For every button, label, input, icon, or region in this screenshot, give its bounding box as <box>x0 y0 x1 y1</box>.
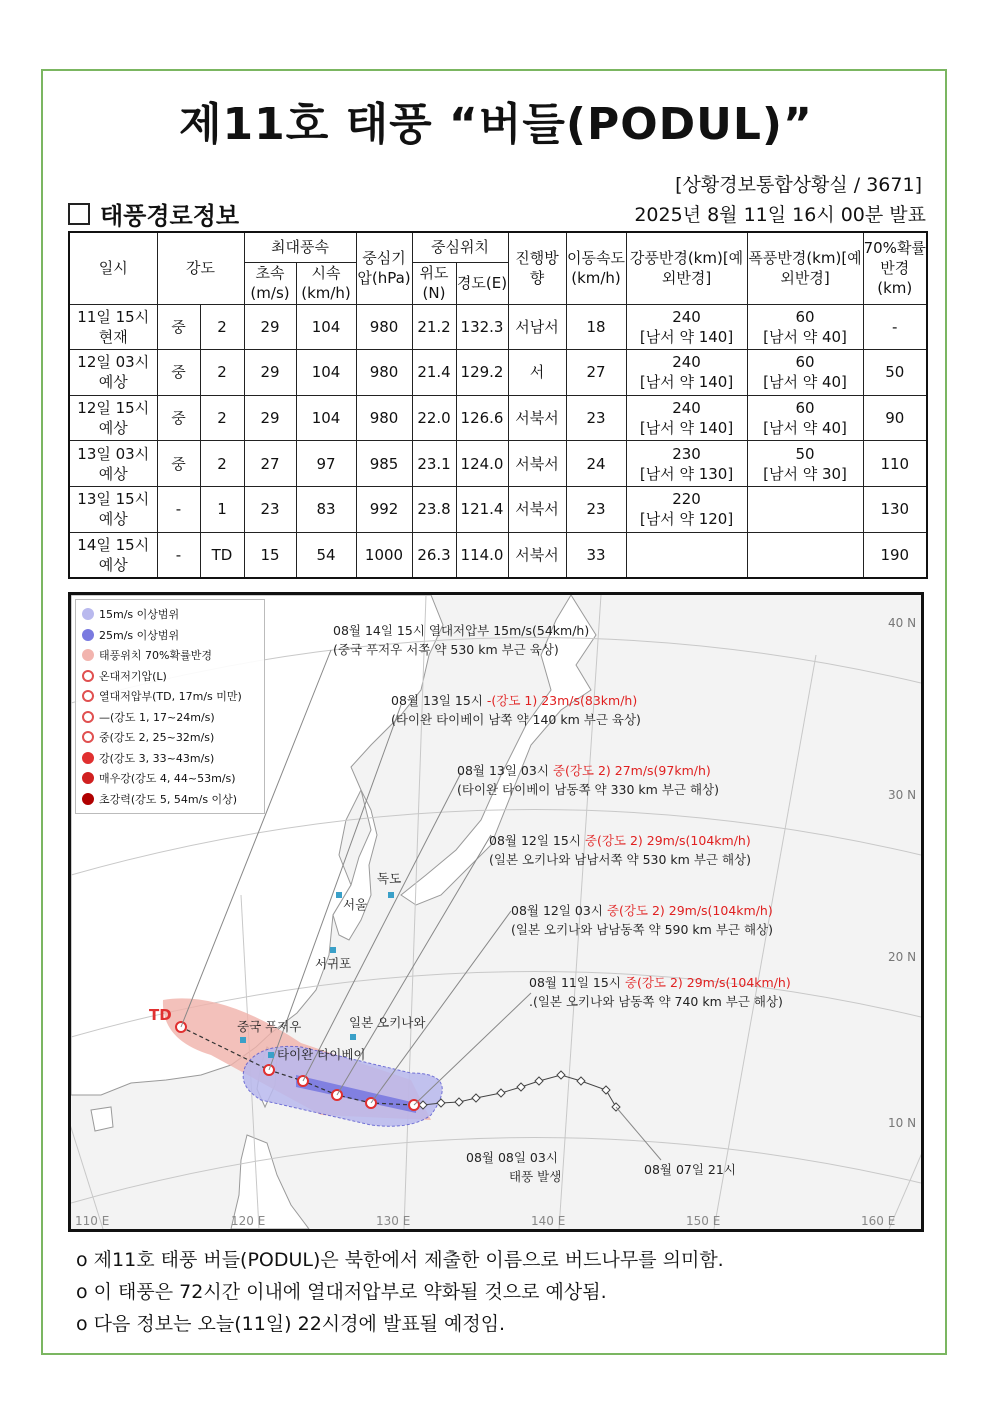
longitude-label: 140 E <box>531 1214 566 1228</box>
cell-dir: 서북서 <box>508 532 566 578</box>
cell-lat: 23.8 <box>412 487 456 533</box>
cell-ms: 15 <box>244 532 296 578</box>
table-row <box>69 441 927 487</box>
legend-item <box>82 625 258 646</box>
cell-gale-radius <box>626 532 747 578</box>
annotation-time: 08월 13일 15시 <box>391 693 487 708</box>
latitude-label: 10 N <box>888 1116 917 1130</box>
cell-grade: 중 <box>157 304 200 350</box>
annotation-location: (일본 오키나와 남남동쪽 약 590 km 부근 해상) <box>511 922 773 937</box>
table-row <box>69 304 927 350</box>
circle-15ms-icon <box>82 608 94 620</box>
cell-hpa: 980 <box>356 395 412 441</box>
cell-level: 2 <box>200 395 244 441</box>
cell-lon: 121.4 <box>456 487 508 533</box>
typhoon-grade4-icon <box>82 772 94 784</box>
cell-grade: 중 <box>157 350 200 396</box>
cell-storm-radius: 50 [남서 약 30] <box>747 441 863 487</box>
latitude-label: 20 N <box>888 950 917 964</box>
cell-speed: 33 <box>566 532 626 578</box>
annotation-time: 08월 11일 15시 <box>529 975 625 990</box>
place-label: 서울 <box>343 897 368 912</box>
header-storm-radius: 폭풍반경(km)[예외반경] <box>747 232 863 304</box>
legend-label: 강(강도 3, 33~43m/s) <box>99 751 215 765</box>
map-legend <box>75 599 265 814</box>
header-lat: 위도(N) <box>412 262 456 304</box>
legend-item <box>82 768 258 789</box>
cell-dir: 서북서 <box>508 487 566 533</box>
legend-item <box>82 645 258 666</box>
cell-kmh: 104 <box>296 350 356 396</box>
cell-lat: 21.4 <box>412 350 456 396</box>
cell-kmh: 104 <box>296 395 356 441</box>
cell-time: 12일 15시 예상 <box>69 395 157 441</box>
land-hainan <box>91 1107 113 1131</box>
place-label: 독도 <box>377 871 402 886</box>
table-row <box>69 395 927 441</box>
annotation-intensity: 중(강도 2) 27m/s(97km/h) <box>552 763 711 778</box>
cell-ms: 29 <box>244 304 296 350</box>
cell-grade: 중 <box>157 441 200 487</box>
section-header <box>68 196 239 231</box>
dokdo-marker <box>388 892 394 898</box>
legend-label: 25m/s 이상범위 <box>99 628 180 642</box>
header-pressure: 중심기압(hPa) <box>356 232 412 304</box>
genesis-label: 태풍 발생 <box>509 1169 562 1184</box>
table-row <box>69 350 927 396</box>
taipei-marker <box>268 1052 274 1058</box>
cell-lat: 21.2 <box>412 304 456 350</box>
cell-level: 2 <box>200 304 244 350</box>
annotation-time: 08월 12일 15시 <box>489 833 585 848</box>
cell-prob: 110 <box>863 441 927 487</box>
table-row <box>69 487 927 533</box>
legend-label: 초강력(강도 5, 54m/s 이상) <box>99 792 238 806</box>
annotation-heading <box>457 763 711 778</box>
cell-speed: 24 <box>566 441 626 487</box>
longitude-label: 160 E <box>861 1214 896 1228</box>
legend-label: 태풍위치 70%확률반경 <box>99 649 212 663</box>
cell-lon: 114.0 <box>456 532 508 578</box>
cell-grade: - <box>157 487 200 533</box>
cell-storm-radius: 60 [남서 약 40] <box>747 350 863 396</box>
cell-hpa: 980 <box>356 350 412 396</box>
legend-label: 중(강도 2, 25~32m/s) <box>99 731 215 745</box>
annotation-heading <box>391 693 637 708</box>
annotation-location: (중국 푸저우 서쪽 약 530 km 부근 육상) <box>333 642 559 657</box>
cell-level: 1 <box>200 487 244 533</box>
annotation-location: (일본 오키나와 남남서쪽 약 530 km 부근 해상) <box>489 852 751 867</box>
cell-kmh: 83 <box>296 487 356 533</box>
header-wind-ms: 초속(m/s) <box>244 262 296 304</box>
annotation-intensity: 중(강도 2) 29m/s(104km/h) <box>584 833 751 848</box>
cell-prob: 50 <box>863 350 927 396</box>
annotation-location: (타이완 타이베이 남쪽 약 140 km 부근 육상) <box>391 712 641 727</box>
annotation-heading <box>333 623 589 638</box>
legend-label: 15m/s 이상범위 <box>99 608 180 622</box>
legend-item <box>82 727 258 748</box>
td-label: TD <box>149 1006 172 1024</box>
legend-item <box>82 666 258 687</box>
cell-lat: 23.1 <box>412 441 456 487</box>
start-time-label: 08월 07일 21시 <box>644 1162 736 1177</box>
annotation-time: 08월 14일 15시 열대저압부 15m/s(54km/h) <box>333 623 590 638</box>
cell-dir: 서북서 <box>508 395 566 441</box>
typhoon-track-map <box>68 592 924 1232</box>
annotation-intensity: 중(강도 2) 29m/s(104km/h) <box>606 903 773 918</box>
cell-prob: 130 <box>863 487 927 533</box>
cell-gale-radius: 240 [남서 약 140] <box>626 304 747 350</box>
cell-prob: 90 <box>863 395 927 441</box>
cell-hpa: 985 <box>356 441 412 487</box>
longitude-label: 130 E <box>376 1214 411 1228</box>
cell-kmh: 97 <box>296 441 356 487</box>
cell-dir: 서남서 <box>508 304 566 350</box>
cell-dir: 서북서 <box>508 441 566 487</box>
legend-label: 매우강(강도 4, 44~53m/s) <box>99 772 236 786</box>
cell-lat: 26.3 <box>412 532 456 578</box>
note-2: o 이 태풍은 72시간 이내에 열대저압부로 약화될 것으로 예상됨. <box>76 1281 607 1303</box>
cell-level: 2 <box>200 441 244 487</box>
header-speed: 이동속도(km/h) <box>566 232 626 304</box>
header-max-wind: 최대풍속 <box>244 232 356 262</box>
annotation-time: 08월 13일 03시 <box>457 763 553 778</box>
circle-prob-icon <box>82 649 94 661</box>
legend-label: 열대저압부(TD, 17m/s 미만) <box>99 690 242 704</box>
typhoon-grade2-icon <box>82 731 94 743</box>
agency-label: [상황경보통합상황실 / 3671] <box>675 174 922 196</box>
cell-dir: 서 <box>508 350 566 396</box>
section-title: 태풍경로정보 <box>100 202 240 230</box>
cell-speed: 18 <box>566 304 626 350</box>
seoul-marker <box>336 892 342 898</box>
cell-prob: - <box>863 304 927 350</box>
checkbox-icon <box>68 203 90 225</box>
legend-label: 온대저기압(L) <box>99 669 167 683</box>
annotation-location: .(일본 오키나와 남동쪽 약 740 km 부근 해상) <box>529 994 783 1009</box>
annotation-intensity: -(강도 1) 23m/s(83km/h) <box>486 693 638 708</box>
header-intensity: 강도 <box>157 232 244 304</box>
legend-item <box>82 604 258 625</box>
cell-time: 11일 15시 현재 <box>69 304 157 350</box>
cell-ms: 29 <box>244 395 296 441</box>
tropical-depression-icon <box>82 690 94 702</box>
legend-item <box>82 789 258 810</box>
place-label: 일본 오키나와 <box>349 1015 426 1030</box>
circle-25ms-icon <box>82 629 94 641</box>
annotation-heading <box>529 975 791 990</box>
header-direction: 진행방향 <box>508 232 566 304</box>
cell-ms: 27 <box>244 441 296 487</box>
cell-ms: 29 <box>244 350 296 396</box>
note-3: o 다음 정보는 오늘(11일) 22시경에 발표될 예정임. <box>76 1313 506 1335</box>
cell-time: 14일 15시 예상 <box>69 532 157 578</box>
seogwipo-marker <box>330 947 336 953</box>
cell-time: 13일 15시 예상 <box>69 487 157 533</box>
issued-time: 2025년 8월 11일 16시 00분 발표 <box>634 204 926 226</box>
cell-hpa: 992 <box>356 487 412 533</box>
cell-lon: 132.3 <box>456 304 508 350</box>
annotation-heading <box>489 833 751 848</box>
cell-prob: 190 <box>863 532 927 578</box>
cell-kmh: 54 <box>296 532 356 578</box>
cell-lat: 22.0 <box>412 395 456 441</box>
cell-gale-radius: 240 [남서 약 140] <box>626 350 747 396</box>
annotation-location: (타이완 타이베이 남동쪽 약 330 km 부근 해상) <box>457 782 719 797</box>
annotation-time: 08월 12일 03시 <box>511 903 607 918</box>
cell-gale-radius: 240 [남서 약 140] <box>626 395 747 441</box>
extratropical-low-icon <box>82 670 94 682</box>
cell-time: 12일 03시 예상 <box>69 350 157 396</box>
genesis-time-label: 08월 08일 03시 <box>466 1150 558 1165</box>
header-wind-kmh: 시속(km/h) <box>296 262 356 304</box>
annotation-heading <box>511 903 773 918</box>
page-title: 제11호 태풍 “버들(PODUL)” <box>179 99 813 150</box>
cell-lon: 129.2 <box>456 350 508 396</box>
cell-time: 13일 03시 예상 <box>69 441 157 487</box>
legend-label: —(강도 1, 17~24m/s) <box>99 710 215 724</box>
cell-level: 2 <box>200 350 244 396</box>
cell-speed: 23 <box>566 487 626 533</box>
typhoon-grade3-icon <box>82 752 94 764</box>
cell-kmh: 104 <box>296 304 356 350</box>
longitude-label: 150 E <box>686 1214 721 1228</box>
note-1: o 제11호 태풍 버들(PODUL)은 북한에서 제출한 이름으로 버드나무를 의미함. <box>76 1249 724 1271</box>
cell-storm-radius: 60 [남서 약 40] <box>747 304 863 350</box>
header-lon: 경도(E) <box>456 262 508 304</box>
cell-ms: 23 <box>244 487 296 533</box>
cell-storm-radius <box>747 487 863 533</box>
place-label: 중국 푸저우 <box>237 1019 302 1034</box>
header-time: 일시 <box>69 232 157 304</box>
cell-speed: 27 <box>566 350 626 396</box>
cell-lon: 126.6 <box>456 395 508 441</box>
cell-hpa: 980 <box>356 304 412 350</box>
cell-gale-radius: 230 [남서 약 130] <box>626 441 747 487</box>
cell-level: TD <box>200 532 244 578</box>
longitude-label: 120 E <box>231 1214 266 1228</box>
typhoon-info-table <box>68 231 928 579</box>
cell-storm-radius <box>747 532 863 578</box>
cell-speed: 23 <box>566 395 626 441</box>
cell-grade: 중 <box>157 395 200 441</box>
legend-item <box>82 748 258 769</box>
place-label: 타이완 타이베이 <box>277 1047 366 1062</box>
header-center: 중심위치 <box>412 232 508 262</box>
longitude-label: 110 E <box>75 1214 110 1228</box>
latitude-label: 40 N <box>888 616 917 630</box>
cell-grade: - <box>157 532 200 578</box>
place-label: 서귀포 <box>315 956 352 971</box>
typhoon-grade1-icon <box>82 711 94 723</box>
latitude-label: 30 N <box>888 788 917 802</box>
cell-hpa: 1000 <box>356 532 412 578</box>
typhoon-grade5-icon <box>82 793 94 805</box>
header-gale-radius: 강풍반경(km)[예외반경] <box>626 232 747 304</box>
fuzhou-marker <box>240 1037 246 1043</box>
cell-gale-radius: 220 [남서 약 120] <box>626 487 747 533</box>
legend-item <box>82 707 258 728</box>
table-row <box>69 532 927 578</box>
cell-lon: 124.0 <box>456 441 508 487</box>
legend-item <box>82 686 258 707</box>
header-prob-radius: 70%확률반경(km) <box>863 232 927 304</box>
cell-storm-radius: 60 [남서 약 40] <box>747 395 863 441</box>
annotation-intensity: 중(강도 2) 29m/s(104km/h) <box>624 975 791 990</box>
okinawa-marker <box>350 1034 356 1040</box>
